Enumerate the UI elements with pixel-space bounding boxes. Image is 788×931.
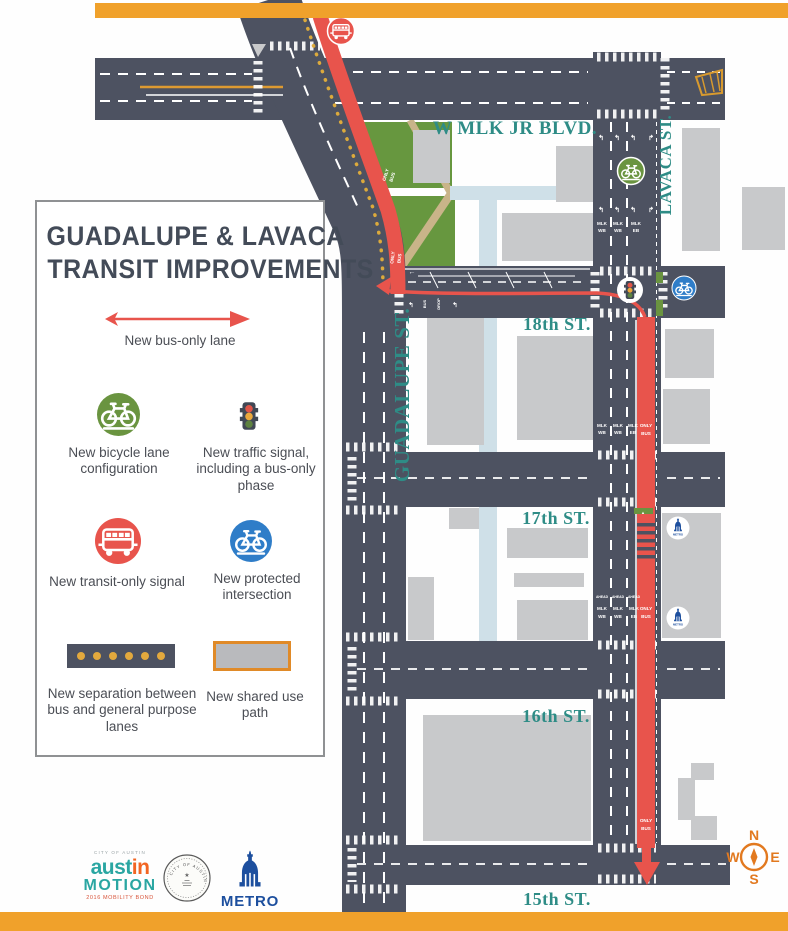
legend-protected-label: New protected intersection — [213, 571, 301, 603]
pavement-marking: ▲ — [641, 510, 645, 515]
legend-shared-path-label: New shared use path — [206, 689, 304, 721]
compass-e: E — [770, 849, 780, 865]
compass-needle — [751, 848, 758, 866]
pavement-marking: MLK — [613, 606, 623, 611]
pavement-marking: WB — [614, 228, 622, 233]
pavement-marking: ↰ — [598, 207, 604, 214]
pavement-marking: AHEAD — [627, 595, 641, 599]
pavement-marking — [436, 298, 441, 310]
legend-title-line1: GUADALUPE & LAVACA — [46, 221, 345, 251]
street-label-17th: 17th ST. — [522, 508, 590, 528]
lane-separation-icon — [67, 644, 175, 668]
pavement-marking: MLK — [629, 606, 639, 611]
street-label-18th: 18th ST. — [523, 314, 591, 334]
legend-title — [37, 220, 374, 286]
compass-w: W — [726, 849, 740, 865]
page-accent-bar-bottom — [0, 912, 788, 931]
legend-panel — [35, 200, 374, 757]
legend-title-line2: TRANSIT IMPROVEMENTS — [47, 254, 374, 284]
pavement-marking: AHEAD — [611, 595, 625, 599]
austin-logo-wordmark — [83, 857, 157, 878]
road-16th — [344, 641, 725, 699]
protected-intersection-icon — [672, 276, 696, 300]
austin-logo-small-text: CITY OF AUSTIN — [94, 850, 146, 855]
legend-bus-lane-label: New bus-only lane — [124, 333, 236, 348]
legend-separation-label: New separation between bus and general purpose lanes — [47, 686, 197, 734]
transit-only-signal-icon — [94, 517, 142, 565]
compass-s: S — [749, 871, 759, 887]
pavement-marking: MLK — [597, 221, 607, 226]
traffic-signal-icon — [232, 388, 266, 444]
pavement-marking: MLK — [613, 423, 623, 428]
pavement-marking: ↰ — [452, 302, 458, 309]
city-of-austin-seal — [162, 853, 212, 903]
bus-only-marking: BUS — [641, 614, 651, 619]
pavement-marking: MLK — [613, 221, 623, 226]
bike-lane-icon — [95, 391, 142, 438]
metro-stop-label: METRO — [672, 532, 684, 537]
street-label-mlk: W MLK JR BLVD. — [432, 118, 598, 139]
svg-text:BUS: BUS — [422, 299, 427, 309]
pavement-marking: ↰ — [598, 135, 604, 142]
pavement-marking: ← — [408, 269, 416, 276]
svg-text:ONLY: ONLY — [389, 251, 396, 265]
legend-transit-signal-label: New transit-only signal — [49, 574, 185, 589]
pavement-marking: ↰ — [630, 207, 636, 214]
pavement-marking: WB — [598, 228, 606, 233]
legend-bike-lane-label: New bicycle lane configuration — [68, 445, 170, 477]
pavement-marking: ↱ — [648, 135, 654, 142]
pavement-marking: ↰ — [614, 135, 620, 142]
bus-only-marking: ONLY — [639, 818, 653, 823]
street-label-guadalupe: GUADALUPE ST. — [390, 307, 414, 483]
page-accent-bar-top — [95, 3, 788, 18]
shared-use-path-icon — [213, 641, 291, 671]
bus-only-marking: BUS — [641, 826, 651, 831]
logo-strip — [0, 845, 320, 911]
mobility-bond-text: 2016 MOBILITY BOND — [86, 894, 154, 901]
seal-ring-text: CITY OF AUSTIN — [168, 861, 209, 883]
pavement-marking: WB — [614, 614, 622, 619]
street-label-lavaca: LAVACA ST. — [656, 114, 675, 216]
bike-lane-icon — [618, 158, 645, 185]
protected-intersection-icon — [229, 519, 273, 563]
compass-rose — [726, 827, 779, 887]
pavement-marking — [422, 299, 427, 308]
svg-text:BUS: BUS — [396, 253, 403, 264]
motion-wordmark: MOTION — [83, 876, 157, 894]
bus-only-marking: BUS — [641, 431, 651, 436]
bus-lane-arrow-icon — [103, 308, 253, 330]
capitol-dome-icon — [237, 850, 263, 888]
pavement-marking: MLK — [597, 606, 607, 611]
svg-text:BUS: BUS — [388, 171, 397, 183]
street-label-16th: 16th ST. — [522, 706, 590, 726]
austin-motion-logo — [83, 851, 157, 901]
pavement-marking: EB — [629, 430, 637, 435]
svg-text:DROP: DROP — [436, 298, 441, 310]
austin-word-orange: in — [131, 855, 150, 879]
traffic-signal-icon — [617, 277, 643, 303]
pavement-marking: ↰ — [408, 302, 414, 309]
pavement-marking: MLK — [597, 423, 607, 428]
road-15th — [344, 845, 730, 885]
pavement-marking: EB — [632, 228, 640, 233]
pavement-marking: ↰ — [630, 135, 636, 142]
pavement-marking: WB — [598, 614, 606, 619]
pavement-marking: WB — [614, 430, 622, 435]
metro-stop-icon — [667, 607, 690, 630]
pavement-marking: WB — [598, 430, 606, 435]
bus-only-marking: ONLY — [639, 606, 653, 611]
pavement-marking: ↰ — [614, 207, 620, 214]
svg-text:ONLY: ONLY — [381, 168, 390, 182]
metro-stop-icon — [667, 517, 690, 540]
seal-star-icon: ★ — [184, 873, 190, 879]
metro-stop-label: METRO — [672, 622, 684, 627]
pavement-marking: MLK — [631, 221, 641, 226]
bus-only-marking: ONLY — [639, 423, 653, 428]
metro-wordmark: METRO — [220, 893, 280, 910]
bus-only-lane-lavaca — [637, 317, 655, 848]
legend-traffic-signal-label: New traffic signal, including a bus-only phase — [196, 445, 316, 493]
transit-only-signal-icon — [328, 18, 355, 45]
pavement-marking: AHEAD — [595, 595, 609, 599]
street-label-15th: 15th ST. — [523, 889, 591, 909]
pavement-marking: ↱ — [648, 207, 654, 214]
compass-n: N — [748, 827, 760, 843]
pavement-marking: EB — [630, 614, 638, 619]
austin-word-teal: aust — [90, 855, 132, 879]
capmetro-logo — [215, 850, 285, 910]
pavement-marking: MLK — [628, 423, 638, 428]
